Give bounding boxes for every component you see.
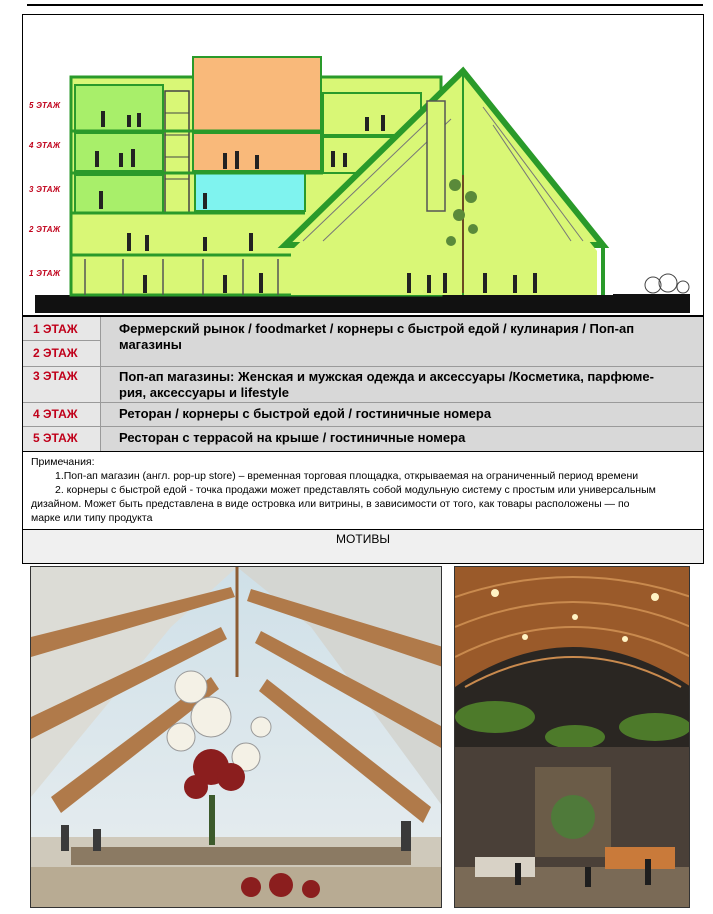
floor-row-1-2 [23,317,703,367]
note-2-line2: дизайном. Может быть представлена в виде островка или витрины, в зависимости от того, как товары расположены — по [31,498,630,510]
floor-tags-1-2 [23,317,101,366]
floor-label-2: 2 ЭТАЖ [29,225,61,234]
building-section-drawing [22,14,704,316]
ground-slab [35,295,690,313]
floor-label-5: 5 ЭТАЖ [29,101,61,110]
motif-photo-timber-atrium [30,566,442,908]
floor-row-3 [23,367,703,403]
floor-table [22,316,704,452]
motifs-title: МОТИВЫ [22,530,704,564]
stair-core [165,91,189,213]
floor-tag-2: 2 ЭТАЖ [33,346,78,360]
floor-desc-3 [101,367,703,402]
top-rule [27,4,703,6]
notes-heading: Примечания: [31,456,95,468]
floor-label-4: 4 ЭТАЖ [29,141,61,150]
floor-label-3: 3 ЭТАЖ [29,185,61,194]
notes-section [22,452,704,530]
floor-tag-4: 4 ЭТАЖ [23,403,101,426]
room-5-orange [193,57,321,131]
floor-desc-3-line1: Поп-ап магазины: Женская и мужская одежда и аксессуары /Косметика, парфюме- [119,369,654,384]
floor-desc-3-line2: рия, аксессуары и lifestyle [119,385,290,400]
floor-row-4 [23,403,703,427]
floor-label-1: 1 ЭТАЖ [29,269,61,278]
floor-desc-1-2-line2: магазины [119,337,182,352]
room-3-left [75,175,163,213]
floor-tag-5: 5 ЭТАЖ [23,427,101,451]
floor-desc-1-2-line1: Фермерский рынок / foodmarket / корнеры с быстрой едой / кулинария / Поп-ап [119,321,635,336]
note-2-line3: марке или типу продукта [31,512,153,524]
section-svg [23,15,704,316]
floor-row-5 [23,427,703,451]
room-3-cyan [195,173,305,211]
note-1: 1.Поп-ап магазин (англ. pop-up store) – временная торговая площадка, открываемая на ограниченный период времени [55,470,639,482]
floor-desc-1-2 [101,317,703,366]
note-2-line1: 2. корнеры с быстрой едой - точка продажи может представлять собой модульную систему с простым или универсальным [55,484,656,496]
floor-tag-3: 3 ЭТАЖ [23,367,101,402]
floor-desc-4: Реторан / корнеры с быстрой едой / гостиничные номера [119,406,492,421]
motif-photo-food-hall [454,566,690,908]
floor-tag-1: 1 ЭТАЖ [23,317,100,341]
room-5-left [75,85,163,131]
floor-desc-5: Ресторан с террасой на крыше / гостиничные номера [119,430,466,445]
